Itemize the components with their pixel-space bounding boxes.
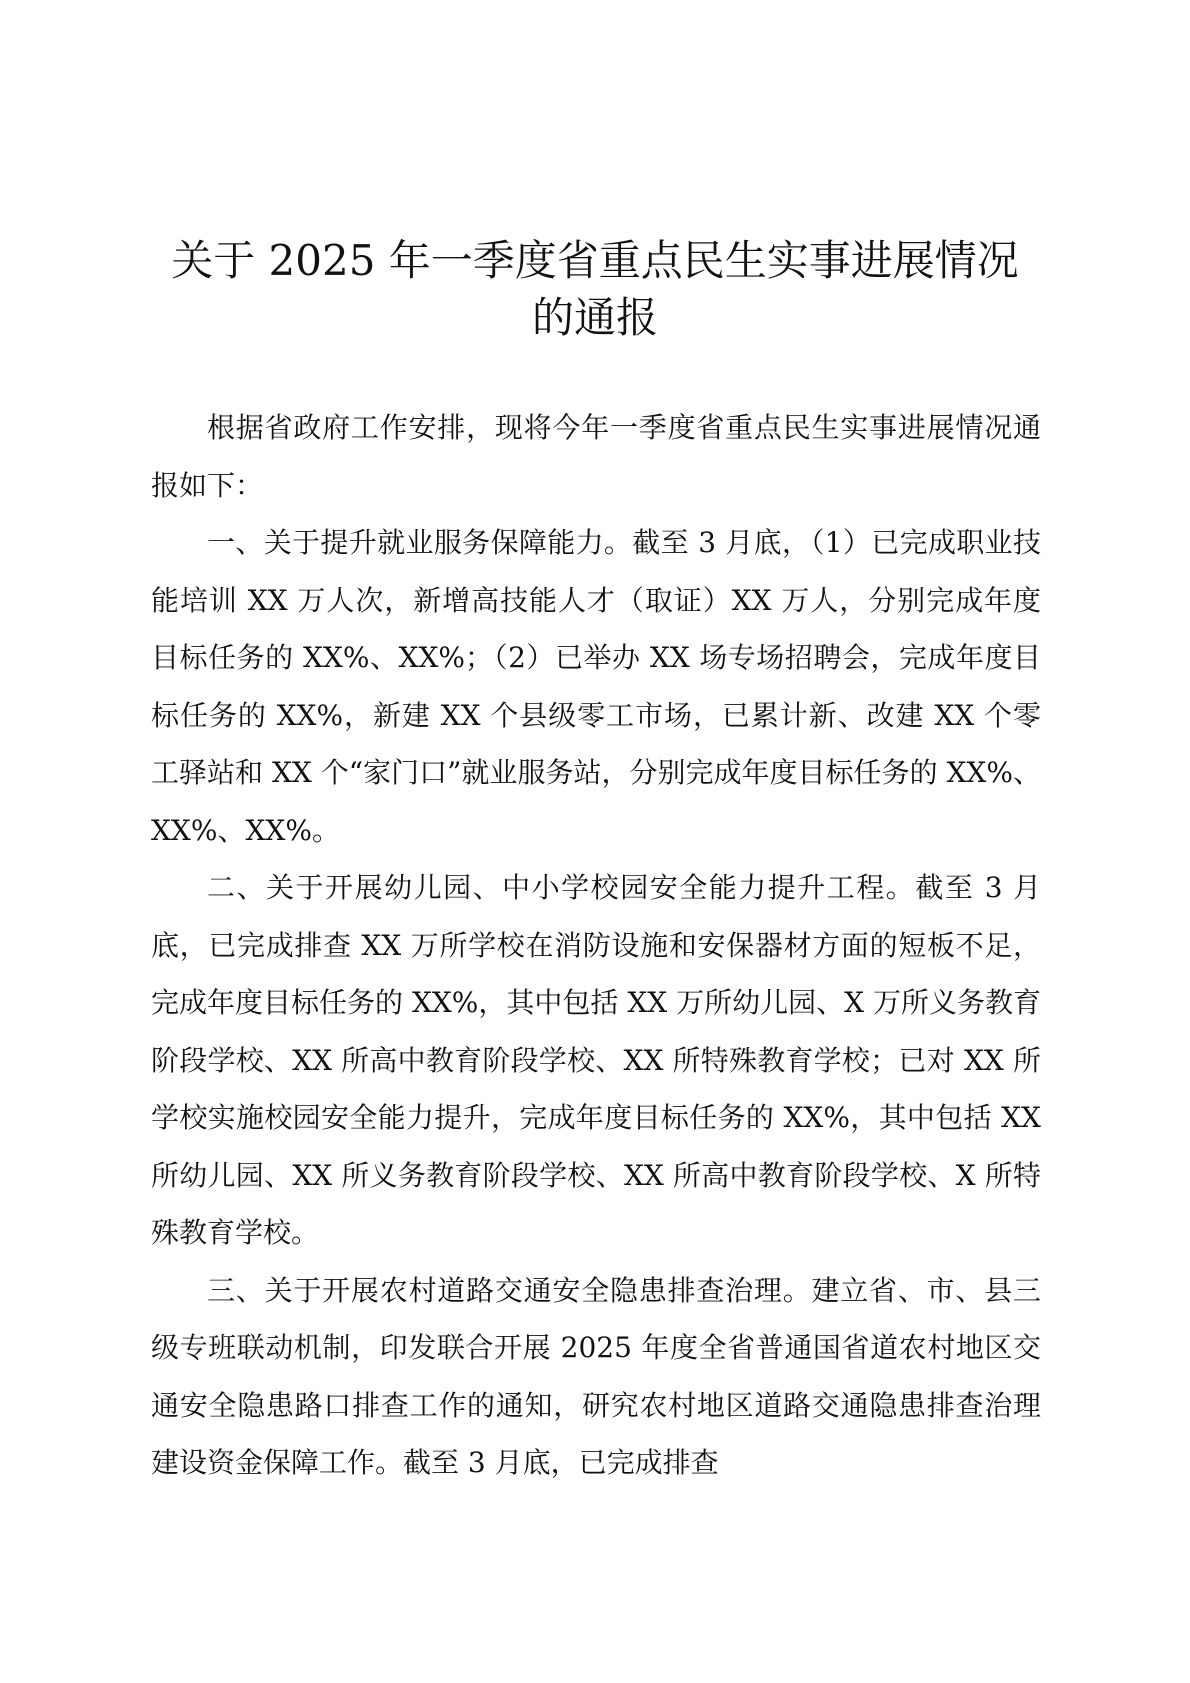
document-title [120, 232, 1070, 346]
title-line-1: 关于 2025 年一季度省重点民生实事进展情况 [171, 236, 1019, 285]
paragraph-employment: 一、关于提升就业服务保障能力。截至 3 月底，（1）已完成职业技能培训 XX 万人次，新增高技能人才（取证）XX 万人，分别完成年度目标任务的 XX%、XX%；（2）已举办 XX 场专场招聘会，完成年度目标任务的 XX%，新建 XX 个县级零工市场，已累计新、改建 XX 个零工驿站和 XX 个“家门口”就业服务站，分别完成年度目标任务的 XX%、XX%、XX%。 [151, 526, 1041, 847]
title-line-2: 的通报 [531, 293, 658, 342]
document-body [151, 399, 1041, 1492]
paragraph-intro: 根据省政府工作安排，现将今年一季度省重点民生实事进展情况通报如下： [151, 411, 1041, 502]
paragraph-school-safety: 二、关于开展幼儿园、中小学校园安全能力提升工程。截至 3 月底，已完成排查 XX 万所学校在消防设施和安保器材方面的短板不足，完成年度目标任务的 XX%，其中包括 XX 万所幼儿园、X 万所义务教育阶段学校、XX 所高中教育阶段学校、XX 所特殊教育学校；已对 XX 所学校实施校园安全能力提升，完成年度目标任务的 XX%，其中包括 XX 所幼儿园、XX 所义务教育阶段学校、XX 所高中教育阶段学校、X 所特殊教育学校。 [151, 871, 1041, 1249]
paragraph-rural-road-safety: 三、关于开展农村道路交通安全隐患排查治理。建立省、市、县三级专班联动机制，印发联合开展 2025 年度全省普通国省道农村地区交通安全隐患路口排查工作的通知，研究农村地区道路交通隐患排查治理建设资金保障工作。截至 3 月底，已完成排查 [151, 1273, 1041, 1479]
